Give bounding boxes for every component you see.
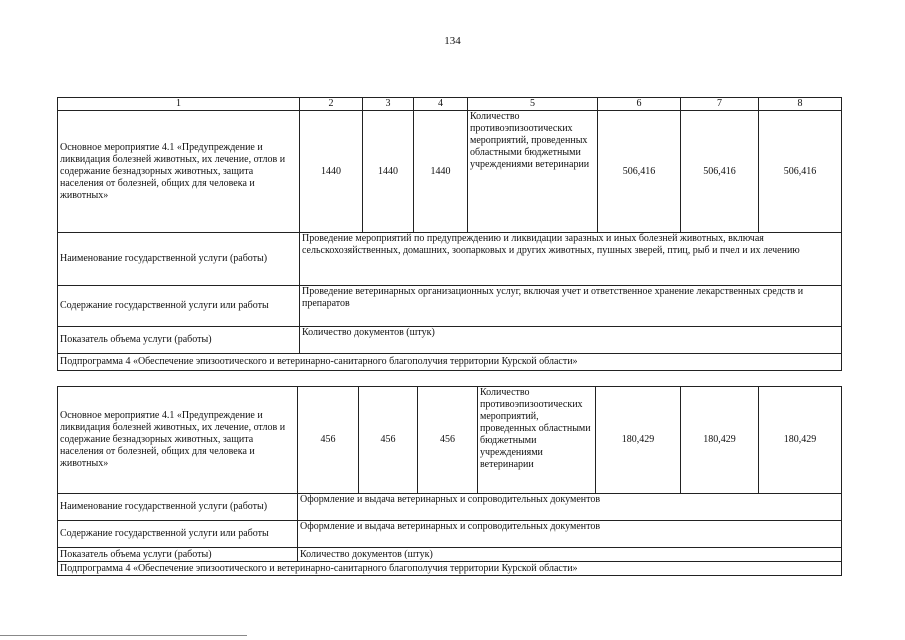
- value-cell: 456: [298, 387, 359, 494]
- value-cell: 456: [418, 387, 478, 494]
- value-cell: 180,429: [759, 387, 842, 494]
- value-cell: 506,416: [598, 111, 681, 233]
- table-row: [58, 327, 842, 354]
- table-row: [58, 111, 842, 233]
- row-label: Содержание государственной услуги или работы: [58, 286, 300, 327]
- table-block-1: [57, 97, 842, 371]
- subprogram-row: Подпрограмма 4 «Обеспечение эпизоотического и ветеринарно-санитарного благополучия территории Курской области»: [58, 354, 842, 371]
- row-value: Количество документов (штук): [298, 548, 842, 562]
- row-value: Проведение мероприятий по предупреждению и ликвидации заразных и иных болезней животных, включая сельскохозяйственных, домашних, зоопарковых и других животных, пушных зверей, птиц, рыб и пчел и их лечению: [300, 233, 842, 286]
- row-label: Показатель объема услуги (работы): [58, 548, 298, 562]
- subprogram-row: Подпрограмма 4 «Обеспечение эпизоотического и ветеринарно-санитарного благополучия территории Курской области»: [58, 562, 842, 576]
- value-cell: 506,416: [759, 111, 842, 233]
- row-value: Оформление и выдача ветеринарных и сопроводительных документов: [298, 494, 842, 521]
- header-cell: 6: [598, 98, 681, 111]
- row-value: Оформление и выдача ветеринарных и сопроводительных документов: [298, 521, 842, 548]
- table-row: [58, 354, 842, 371]
- table-row: [58, 548, 842, 562]
- measure-cell: Основное мероприятие 4.1 «Предупреждение и ликвидация болезней животных, их лечение, отлов и содержание безнадзорных животных, защита населения от болезней, общих для человека и животных»: [58, 387, 298, 494]
- header-cell: 3: [363, 98, 414, 111]
- row-label: Содержание государственной услуги или работы: [58, 521, 298, 548]
- row-label: Показатель объема услуги (работы): [58, 327, 300, 354]
- header-cell: 4: [414, 98, 468, 111]
- table-row: [58, 286, 842, 327]
- value-cell: 506,416: [681, 111, 759, 233]
- table-row: [58, 233, 842, 286]
- table-row: [58, 387, 842, 494]
- header-cell: 8: [759, 98, 842, 111]
- value-cell: 456: [359, 387, 418, 494]
- page-number: 134: [444, 35, 461, 47]
- value-cell: 1440: [414, 111, 468, 233]
- indicator-cell: Количество противоэпизоотических мероприятий, проведенных областными бюджетными учреждениями ветеринарии: [478, 387, 596, 494]
- table-row: [58, 494, 842, 521]
- measure-cell: Основное мероприятие 4.1 «Предупреждение и ликвидация болезней животных, их лечение, отлов и содержание безнадзорных животных, защита населения от болезней, общих для человека и животных»: [58, 111, 300, 233]
- value-cell: 1440: [363, 111, 414, 233]
- footer-divider: [0, 635, 247, 636]
- table-row: [58, 521, 842, 548]
- header-cell: 5: [468, 98, 598, 111]
- header-cell: 7: [681, 98, 759, 111]
- header-cell: 2: [300, 98, 363, 111]
- row-label: Наименование государственной услуги (работы): [58, 233, 300, 286]
- table-block-2: [57, 386, 842, 576]
- header-row: [58, 98, 842, 111]
- value-cell: 180,429: [596, 387, 681, 494]
- row-value: Количество документов (штук): [300, 327, 842, 354]
- header-cell: 1: [58, 98, 300, 111]
- indicator-cell: Количество противоэпизоотических мероприятий, проведенных областными бюджетными учреждениями ветеринарии: [468, 111, 598, 233]
- value-cell: 1440: [300, 111, 363, 233]
- row-value: Проведение ветеринарных организационных услуг, включая учет и ответственное хранение лекарственных средств и препаратов: [300, 286, 842, 327]
- table-row: [58, 562, 842, 576]
- row-label: Наименование государственной услуги (работы): [58, 494, 298, 521]
- value-cell: 180,429: [681, 387, 759, 494]
